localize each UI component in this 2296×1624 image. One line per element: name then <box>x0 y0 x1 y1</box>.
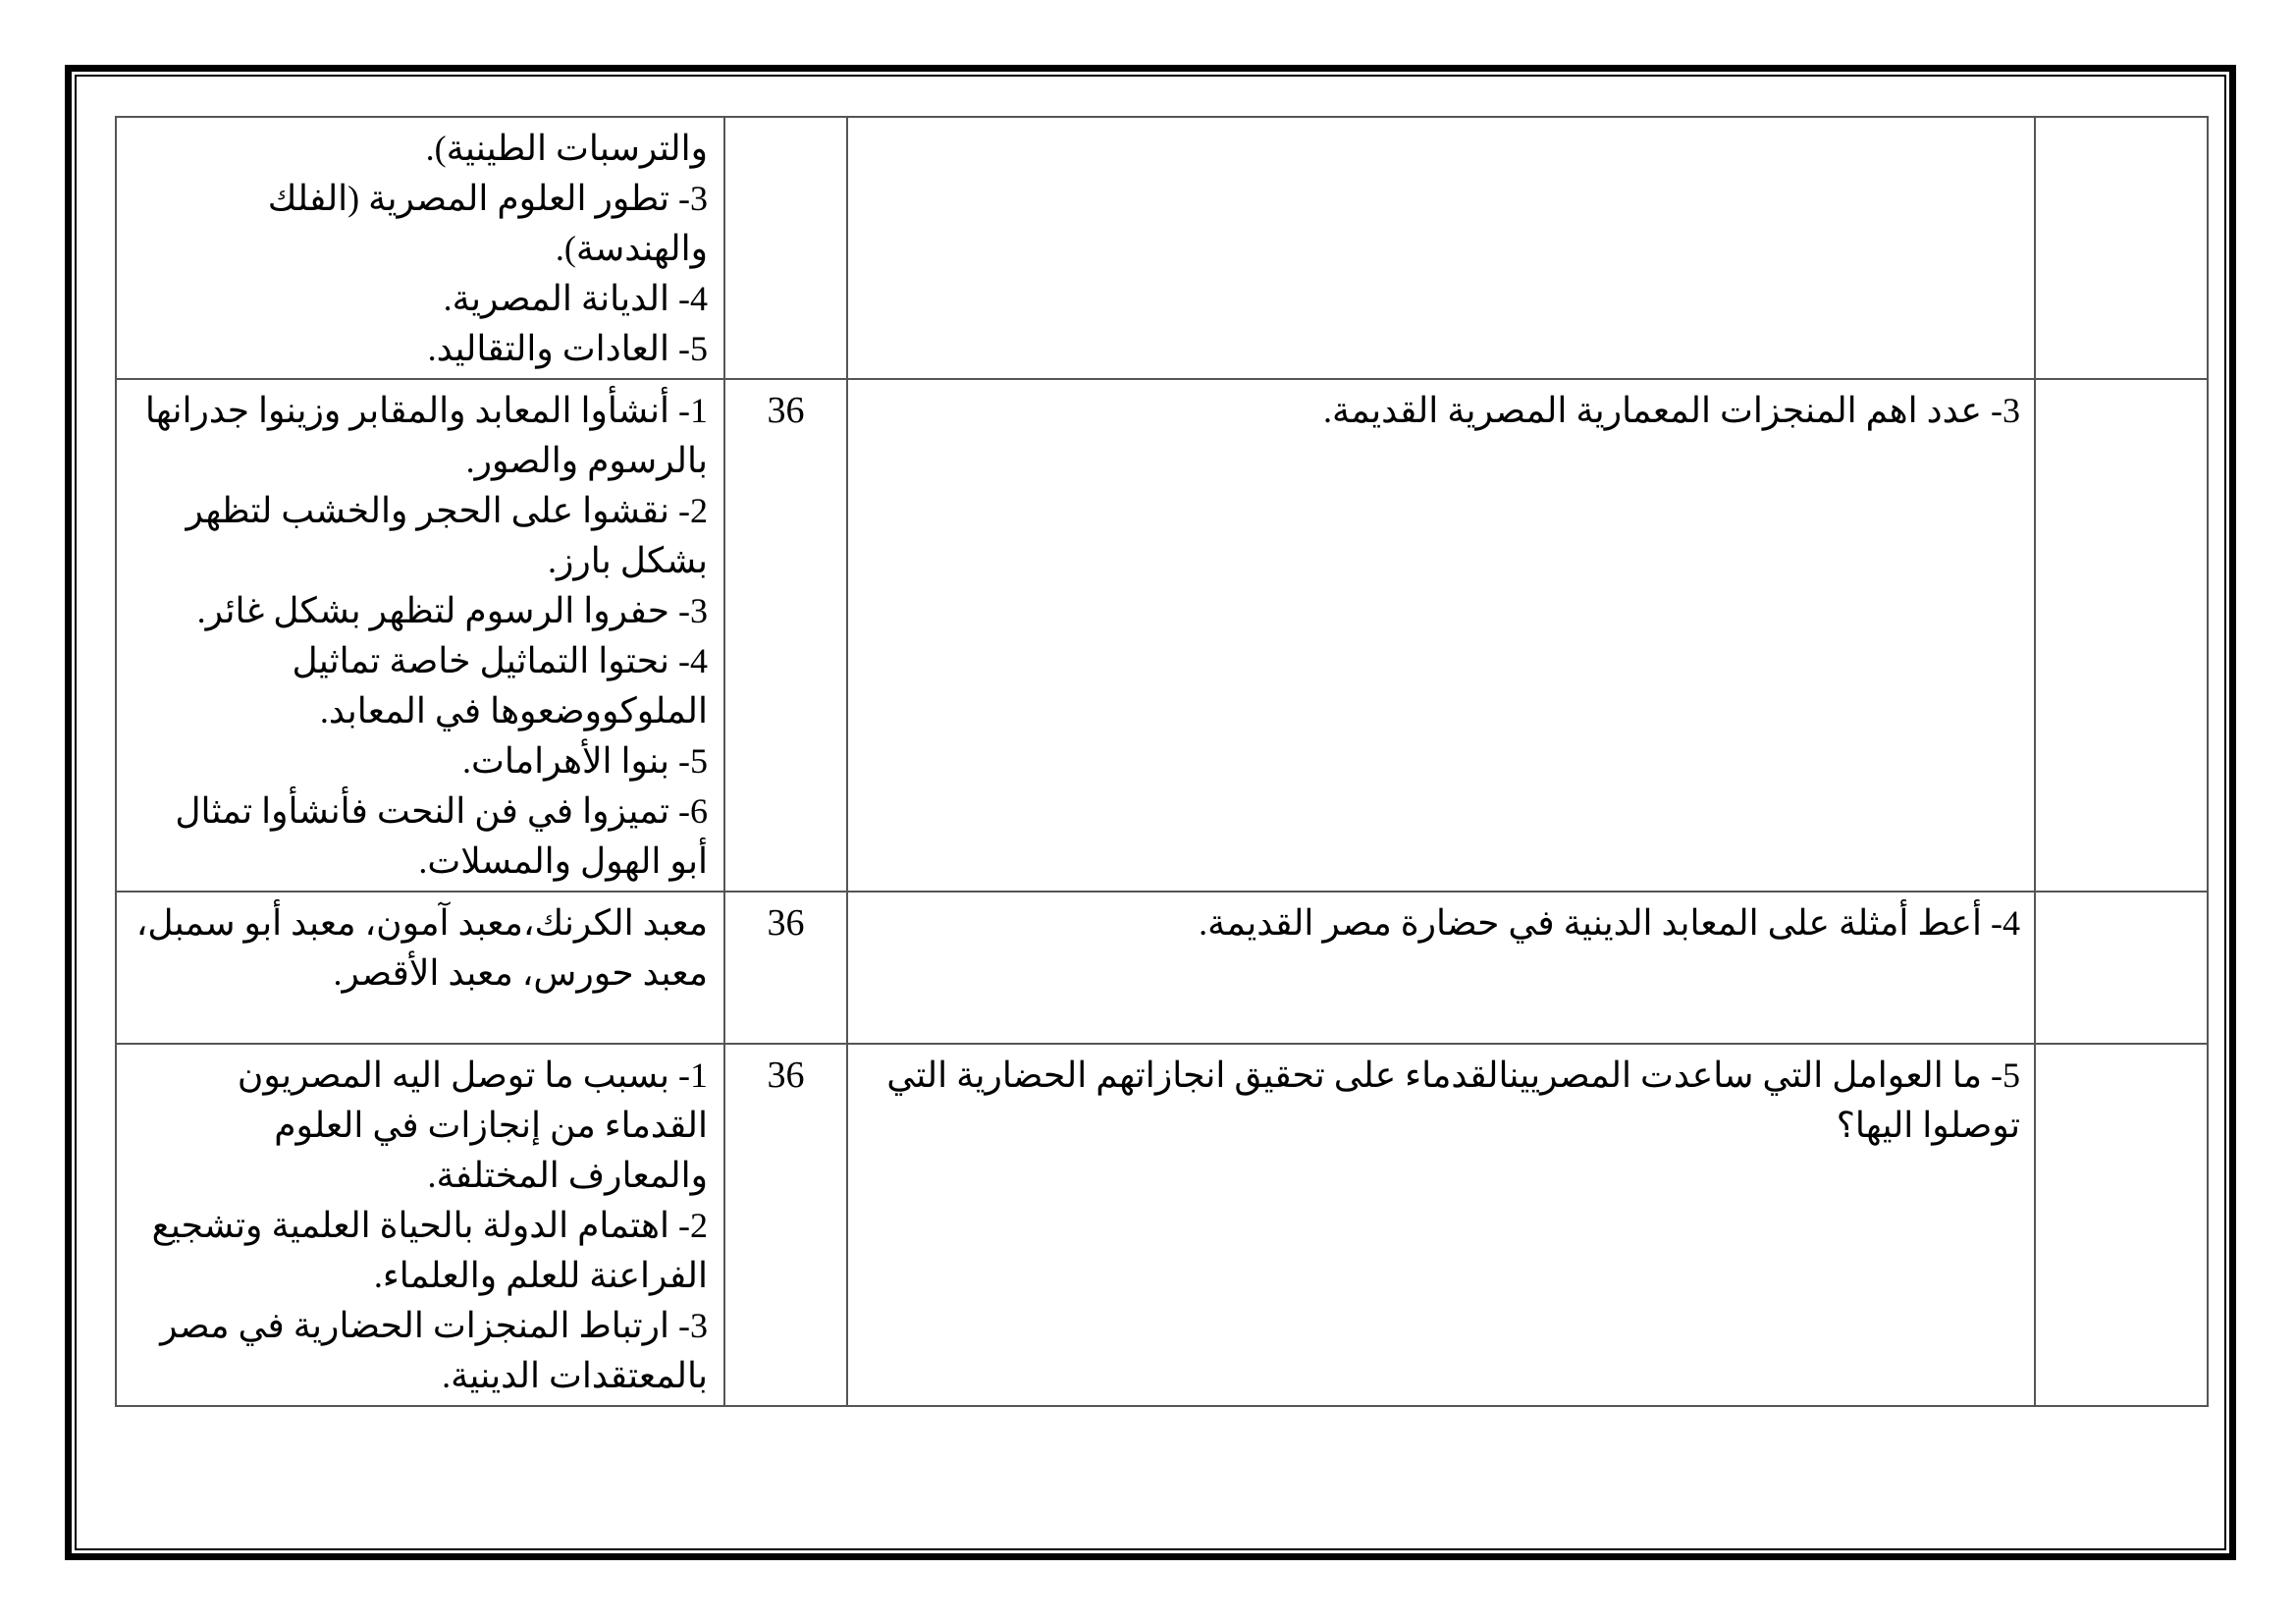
page-number: 36 <box>767 902 805 944</box>
page-number: 36 <box>767 390 805 431</box>
answer-cell <box>116 117 724 379</box>
answer-line: 1- أنشأوا المعابد والمقابر وزينوا جدرانها بالرسوم والصور. <box>144 391 708 480</box>
question-cell <box>847 117 2035 379</box>
answer-cell <box>116 1044 724 1406</box>
table-row <box>116 117 2208 379</box>
answer-line: 1- بسبب ما توصل اليه المصريون القدماء من إنجازات في العلوم والمعارف المختلفة. <box>237 1056 708 1195</box>
answer-line: والترسبات الطينية). <box>425 129 708 168</box>
question-text: 4- أعط أمثلة على المعابد الدينية في حضارة مصر القديمة. <box>1199 903 2020 943</box>
answer-line: 5- العادات والتقاليد. <box>427 329 708 368</box>
answer-line: 3- تطور العلوم المصرية (الفلك والهندسة). <box>267 179 708 268</box>
table-row <box>116 1044 2208 1406</box>
answer-line: 2- نقشوا على الحجر والخشب لتظهر بشكل بارز. <box>186 491 708 580</box>
answer-line: 2- اهتمام الدولة بالحياة العلمية وتشجيع الفراعنة للعلم والعلماء. <box>151 1206 708 1295</box>
answer-line: 5- بنوا الأهرامات. <box>462 741 708 781</box>
answer-line: 3- ارتباط المنجزات الحضارية في مصر بالمعتقدات الدينية. <box>160 1306 708 1395</box>
table-row <box>116 892 2208 1044</box>
page-number-cell <box>724 1044 847 1406</box>
page-number-cell <box>724 892 847 1044</box>
mark-cell <box>2035 892 2208 1044</box>
answer-cell <box>116 892 724 1044</box>
question-text <box>848 118 2034 128</box>
page-number-cell <box>724 379 847 892</box>
answer-line: 4- نحتوا التماثيل خاصة تماثيل الملوكووضعوها في المعابد. <box>292 641 708 731</box>
page-number-cell <box>724 117 847 379</box>
mark-cell <box>2035 117 2208 379</box>
question-text: 5- ما العوامل التي ساعدت المصريينالقدماء على تحقيق انجازاتهم الحضارية التي توصلوا اليها؟ <box>886 1056 2020 1145</box>
question-text: 3- عدد اهم المنجزات المعمارية المصرية القديمة. <box>1322 391 2020 430</box>
page-number: 36 <box>767 1055 805 1096</box>
answer-line: معبد الكرنك،معبد آمون، معبد أبو سمبل، معبد حورس، معبد الأقصر. <box>135 903 708 993</box>
answer-line: 6- تميزوا في فن النحت فأنشأوا تمثال أبو الهول والمسلات. <box>175 791 708 881</box>
table-row <box>116 379 2208 892</box>
questions-answers-table <box>115 116 2209 1407</box>
question-cell <box>847 379 2035 892</box>
question-cell <box>847 892 2035 1044</box>
answer-line: 4- الديانة المصرية. <box>443 279 708 318</box>
answer-line: 3- حفروا الرسوم لتظهر بشكل غائر. <box>196 591 708 630</box>
page-number <box>725 118 846 124</box>
answer-cell <box>116 379 724 892</box>
question-cell <box>847 1044 2035 1406</box>
mark-cell <box>2035 1044 2208 1406</box>
mark-cell <box>2035 379 2208 892</box>
